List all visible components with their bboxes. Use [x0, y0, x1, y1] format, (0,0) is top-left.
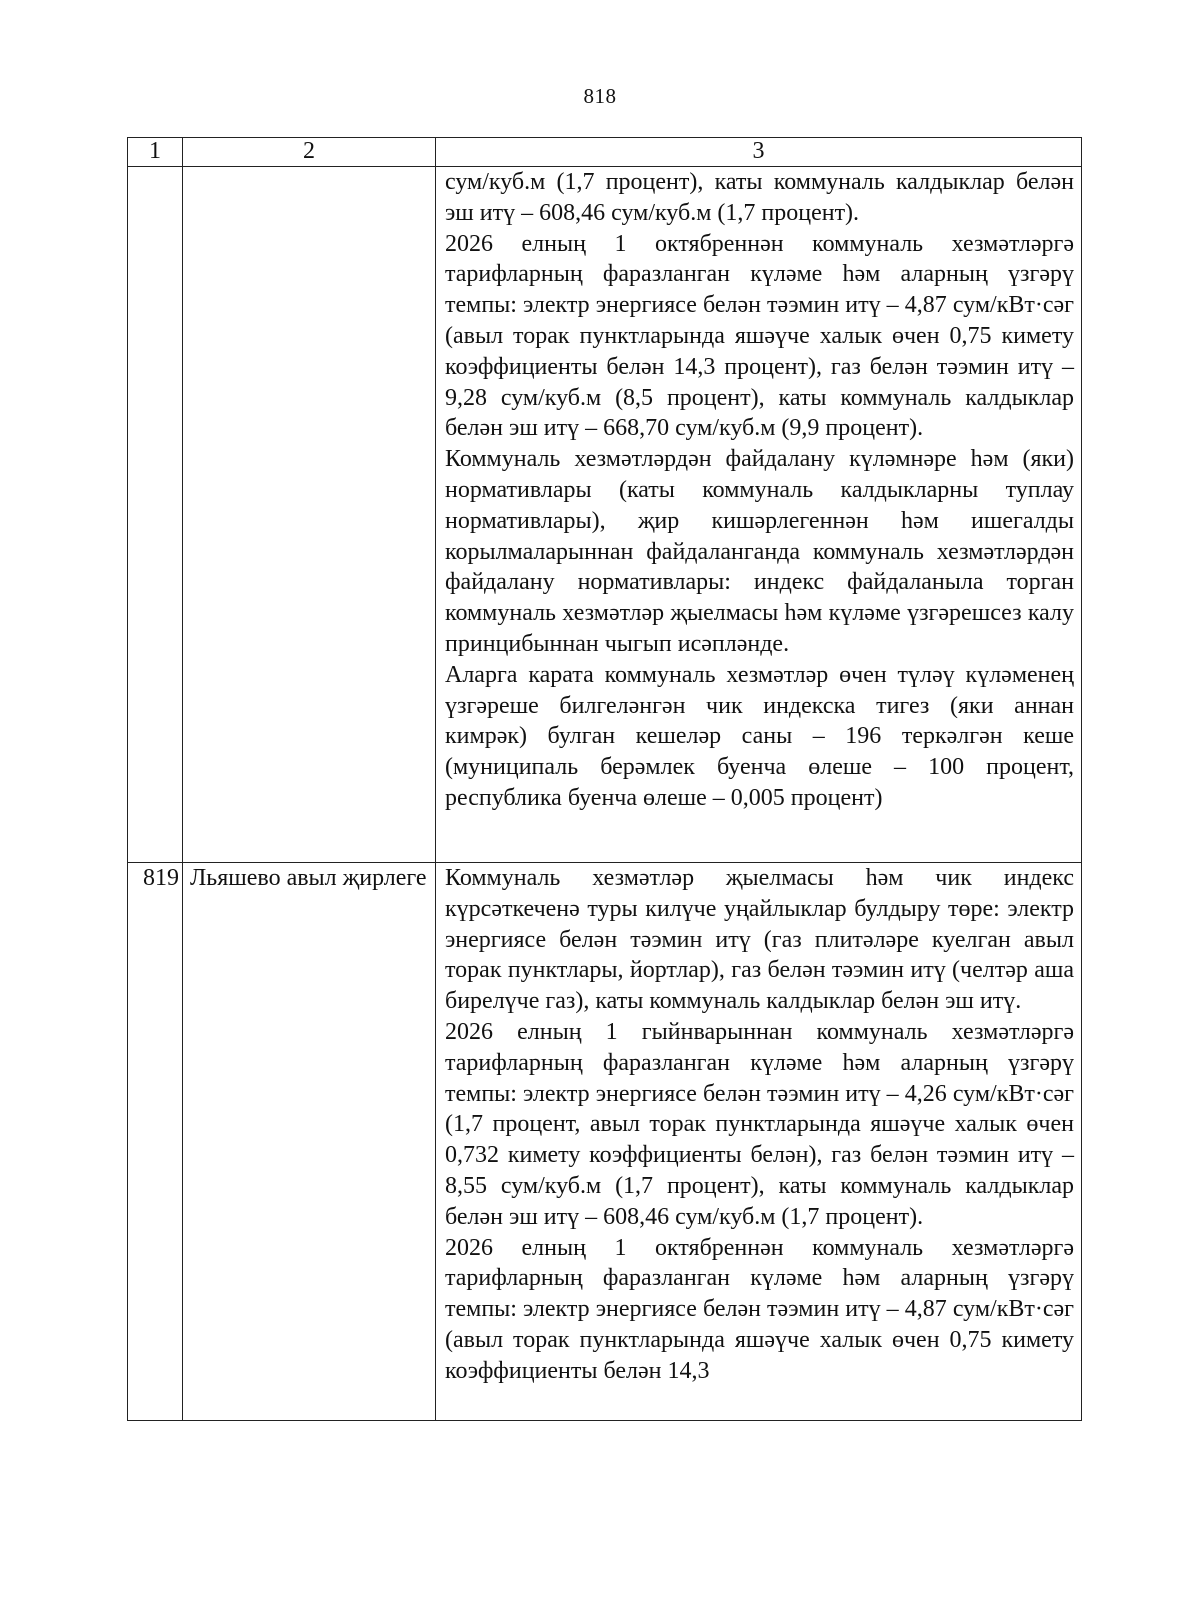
table-header-row: [128, 138, 1082, 167]
table-row: [128, 167, 1082, 863]
row-number: [128, 167, 183, 863]
column-header-2: 2: [183, 138, 436, 167]
paragraph: Коммуналь хезмәтләрдән файдалану күләмнәре һәм (яки) нормативлары (каты коммуналь калдыкларны туплау нормативлары), җир кишәрлегеннән һәм ишегалды корылмаларыннан файдаланганда коммуналь хезмәтләрдән файдалану нормативлары: индекс файдаланыла торган коммуналь хезмәтләр җыелмасы һәм күләме үзгәрешсез калу принцибыннан чыгып исәпләнде.: [445, 446, 1074, 657]
paragraph: сум/куб.м (1,7 процент), каты коммуналь калдыклар белән эш итү – 608,46 сум/куб.м (1,7 процент).: [445, 169, 1074, 226]
paragraph: 2026 елның 1 гыйнварыннан коммуналь хезмәтләргә тарифларның фаразланган күләме һәм аларның үзгәрү темпы: электр энергиясе белән тәэмин итү – 4,26 сум/кВт·сәг (1,7 процент, авыл торак пунктларында яшәүче халык өчен 0,732 кимету коэффициенты белән), газ белән тәэмин итү – 8,55 сум/куб.м (1,7 процент), каты коммуналь калдыклар белән эш итү – 608,46 сум/куб.м (1,7 процент).: [445, 1018, 1074, 1230]
column-header-1: 1: [128, 138, 183, 167]
settlement-name: [183, 167, 436, 863]
paragraph: 2026 елның 1 октябреннән коммуналь хезмәтләргә тарифларның фаразланган күләме һәм аларның үзгәрү темпы: электр энергиясе белән тәэмин итү – 4,87 сум/кВт·сәг (авыл торак пунктларында яшәүче халык өчен 0,75 кимету коэффициенты белән 14,3: [445, 1234, 1074, 1384]
paragraph: 2026 елның 1 октябреннән коммуналь хезмәтләргә тарифларның фаразланган күләме һәм аларның үзгәрү темпы: электр энергиясе белән тәэмин итү – 4,87 сум/кВт·сәг (авыл торак пунктларында яшәүче халык өчен 0,75 кимету коэффициенты белән 14,3 процент), газ белән тәэмин итү – 9,28 сум/куб.м (8,5 процент), каты коммуналь калдыклар белән эш итү – 668,70 сум/куб.м (9,9 процент).: [445, 230, 1074, 442]
row-number: 819: [128, 863, 183, 1421]
tariff-table: [127, 137, 1082, 1421]
paragraph: Аларга карата коммуналь хезмәтләр өчен түләү күләменең үзгәреше билгеләнгән чик индекска тигез (яки аннан кимрәк) булган кешеләр саны – 196 теркәлгән кеше (муниципаль берәмлек буенча өлеше – 100 процент, республика буенча өлеше – 0,005 процент): [445, 661, 1074, 811]
column-header-3: 3: [436, 138, 1082, 167]
tariff-description: [436, 863, 1082, 1421]
table-row: [128, 863, 1082, 1421]
settlement-name: Льяшево авыл җирлеге: [183, 863, 436, 1421]
paragraph: Коммуналь хезмәтләр җыелмасы һәм чик индекс күрсәткеченә туры килүче уңайлыклар булдыру төре: электр энергиясе белән тәэмин итү (газ плитәләре куелган авыл торак пунктлары, йортлар), газ белән тәэмин итү (челтәр аша бирелүче газ), каты коммуналь калдыклар белән эш итү.: [445, 865, 1074, 1015]
tariff-description: [436, 167, 1082, 863]
page-number: 818: [583, 84, 617, 108]
